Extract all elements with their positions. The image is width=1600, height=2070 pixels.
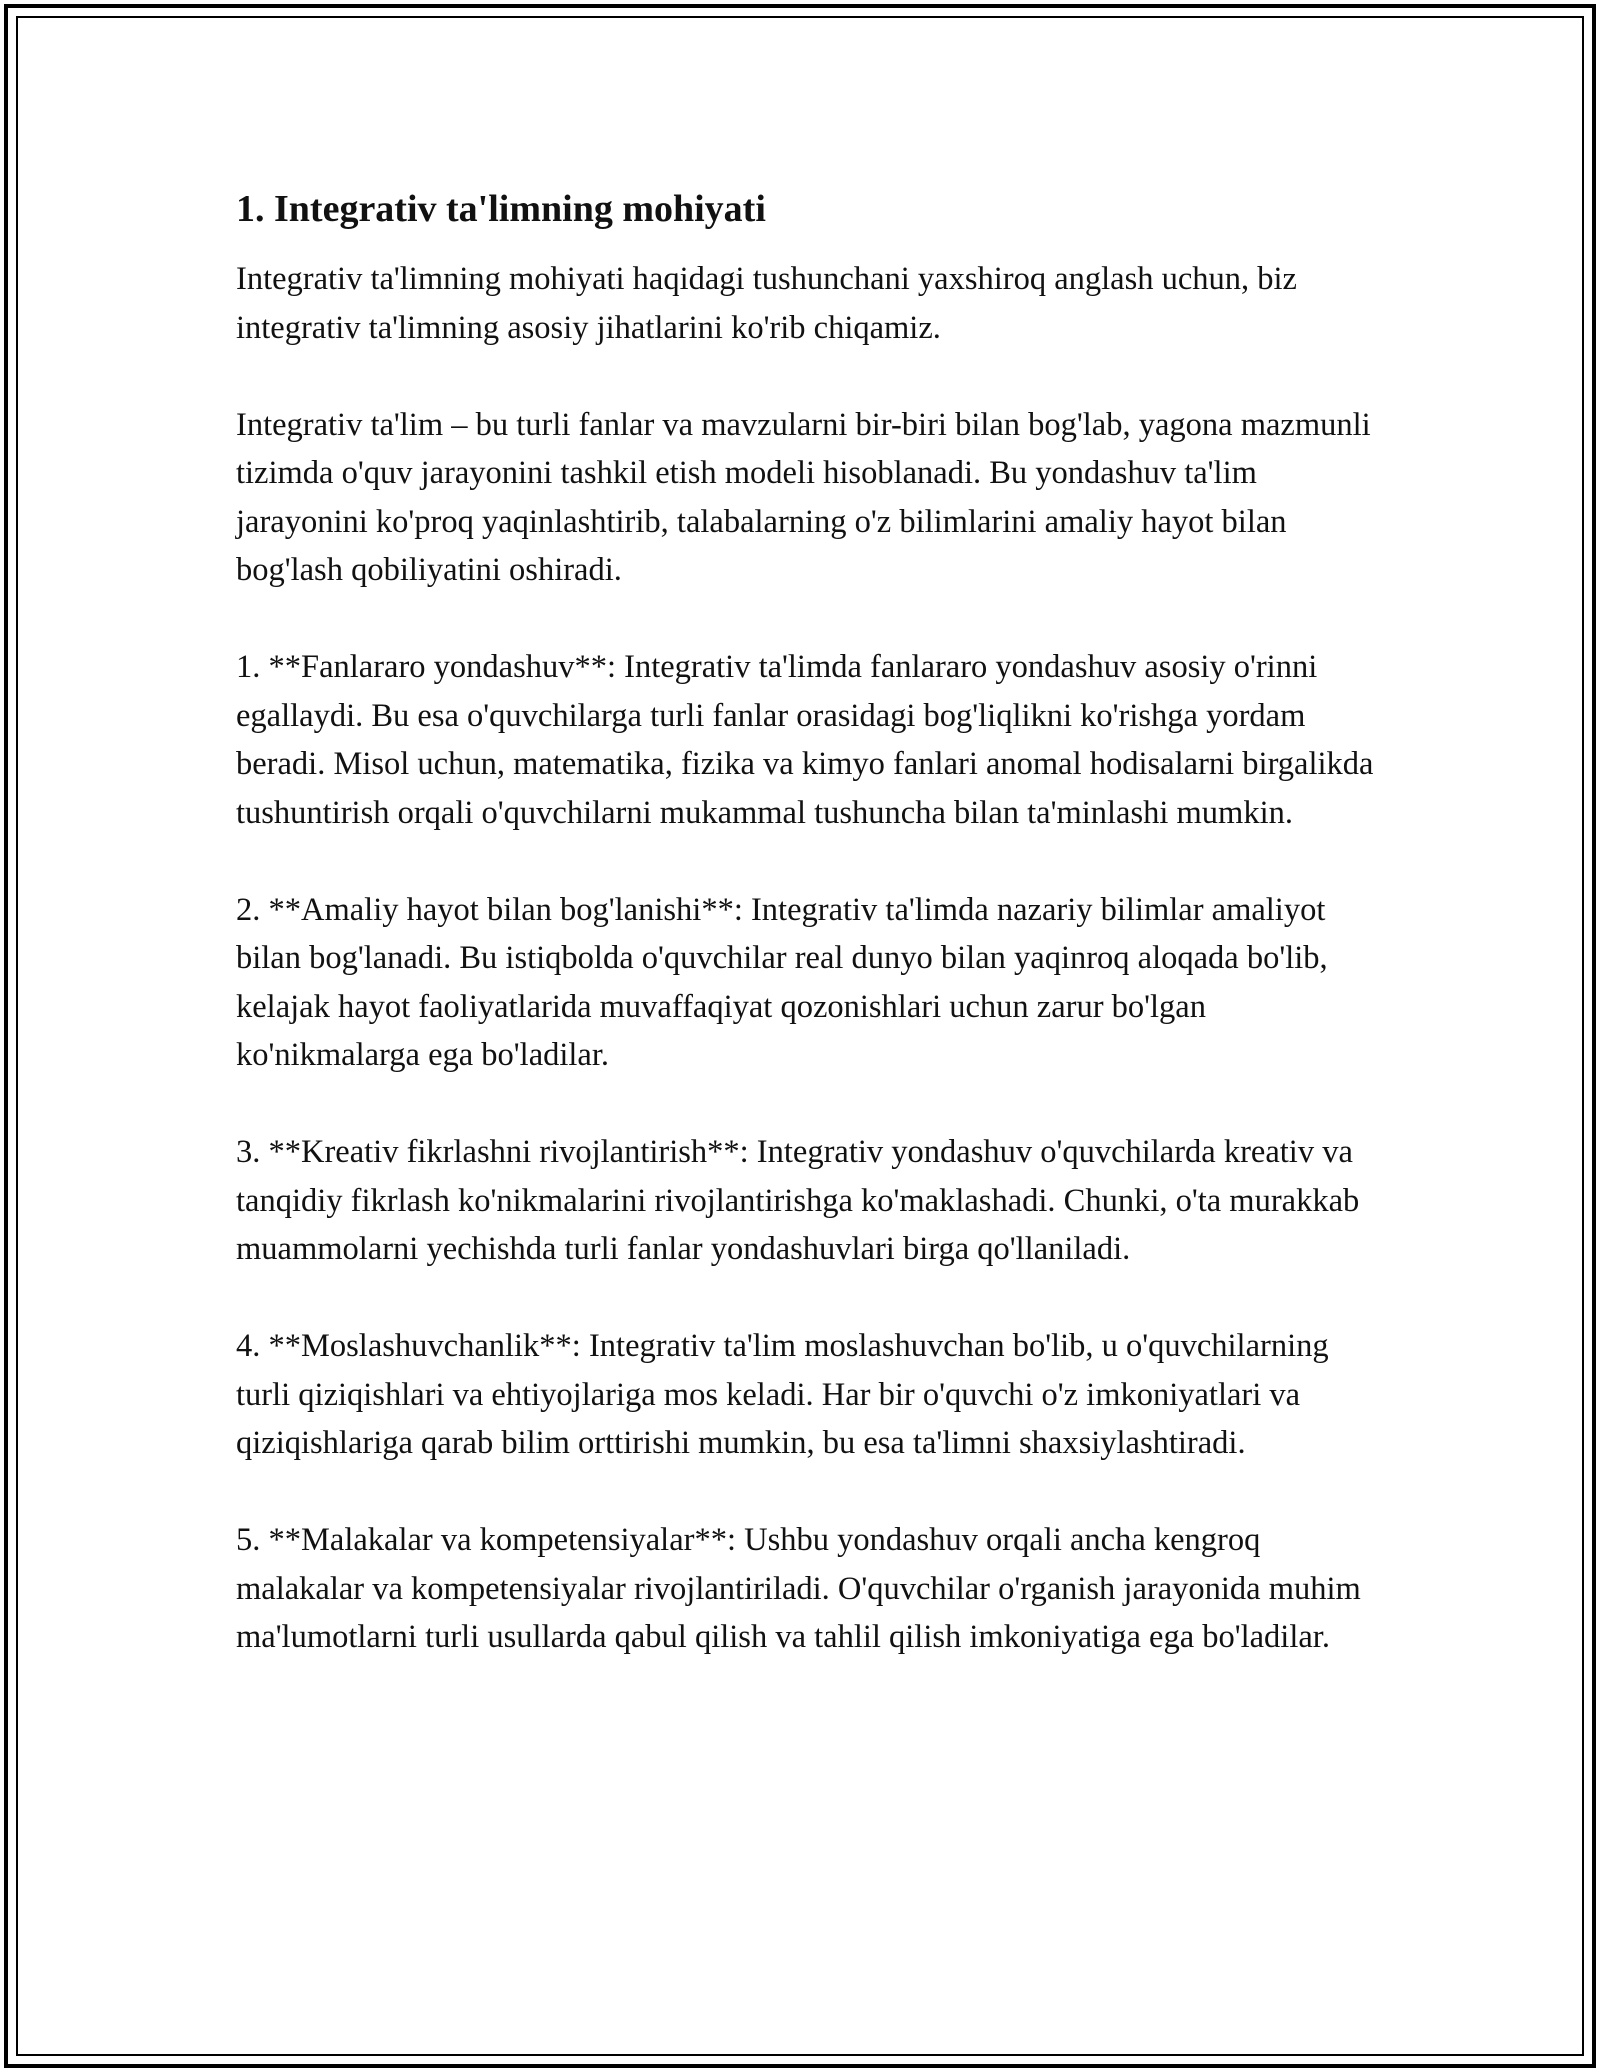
document-body	[236, 185, 1376, 1710]
intro-paragraph: Integrativ ta'limning mohiyati haqidagi tushunchani yaxshiroq anglash uchun, biz integrativ ta'limning asosiy jihatlarini ko'rib chiqamiz.	[236, 261, 1297, 346]
list-item-interdisciplinary: 1. **Fanlararo yondashuv**: Integrativ ta'limda fanlararo yondashuv asosiy o'rinni egallaydi. Bu esa o'quvchilarga turli fanlar orasidagi bog'liqlikni ko'rishga yordam beradi. Misol uchun, matematika, fizika va kimyo fanlari anomal hodisalarni birgalikda tushuntirish orqali o'quvchilarni mukammal tushuncha bilan ta'minlashi mumkin.	[236, 649, 1374, 831]
list-item-flexibility: 4. **Moslashuvchanlik**: Integrativ ta'lim moslashuvchan bo'lib, u o'quvchilarning turli qiziqishlari va ehtiyojlariga mos keladi. Har bir o'quvchi o'z imkoniyatlari va qiziqishlariga qarab bilim orttirishi mumkin, bu esa ta'limni shaxsiylashtiradi.	[236, 1328, 1329, 1461]
list-item-skills-competencies: 5. **Malakalar va kompetensiyalar**: Ushbu yondashuv orqali ancha kengroq malakalar va kompetensiyalar rivojlantiriladi. O'quvchilar o'rganish jarayonida muhim ma'lumotlarni turli usullarda qabul qilish va tahlil qilish imkoniyatiga ega bo'ladilar.	[236, 1522, 1361, 1655]
definition-paragraph: Integrativ ta'lim – bu turli fanlar va mavzularni bir-biri bilan bog'lab, yagona mazmunli tizimda o'quv jarayonini tashkil etish modeli hisoblanadi. Bu yondashuv ta'lim jarayonini ko'proq yaqinlashtirib, talabalarning o'z bilimlarini amaliy hayot bilan bog'lash qobiliyatini oshiradi.	[236, 406, 1371, 588]
list-item-creative-thinking: 3. **Kreativ fikrlashni rivojlantirish**: Integrativ yondashuv o'quvchilarda kreativ va tanqidiy fikrlash ko'nikmalarini rivojlantirishga ko'maklashadi. Chunki, o'ta murakkab muammolarni yechishda turli fanlar yondashuvlari birga qo'llaniladi.	[236, 1134, 1360, 1267]
section-title: 1. Integrativ ta'limning mohiyati	[236, 188, 766, 230]
list-item-practical-life: 2. **Amaliy hayot bilan bog'lanishi**: Integrativ ta'limda nazariy bilimlar amaliyot bilan bog'lanadi. Bu istiqbolda o'quvchilar real dunyo bilan yaqinroq aloqada bo'lib, kelajak hayot faoliyatlarida muvaffaqiyat qozonishlari uchun zarur bo'lgan ko'nikmalarga ega bo'ladilar.	[236, 891, 1328, 1073]
